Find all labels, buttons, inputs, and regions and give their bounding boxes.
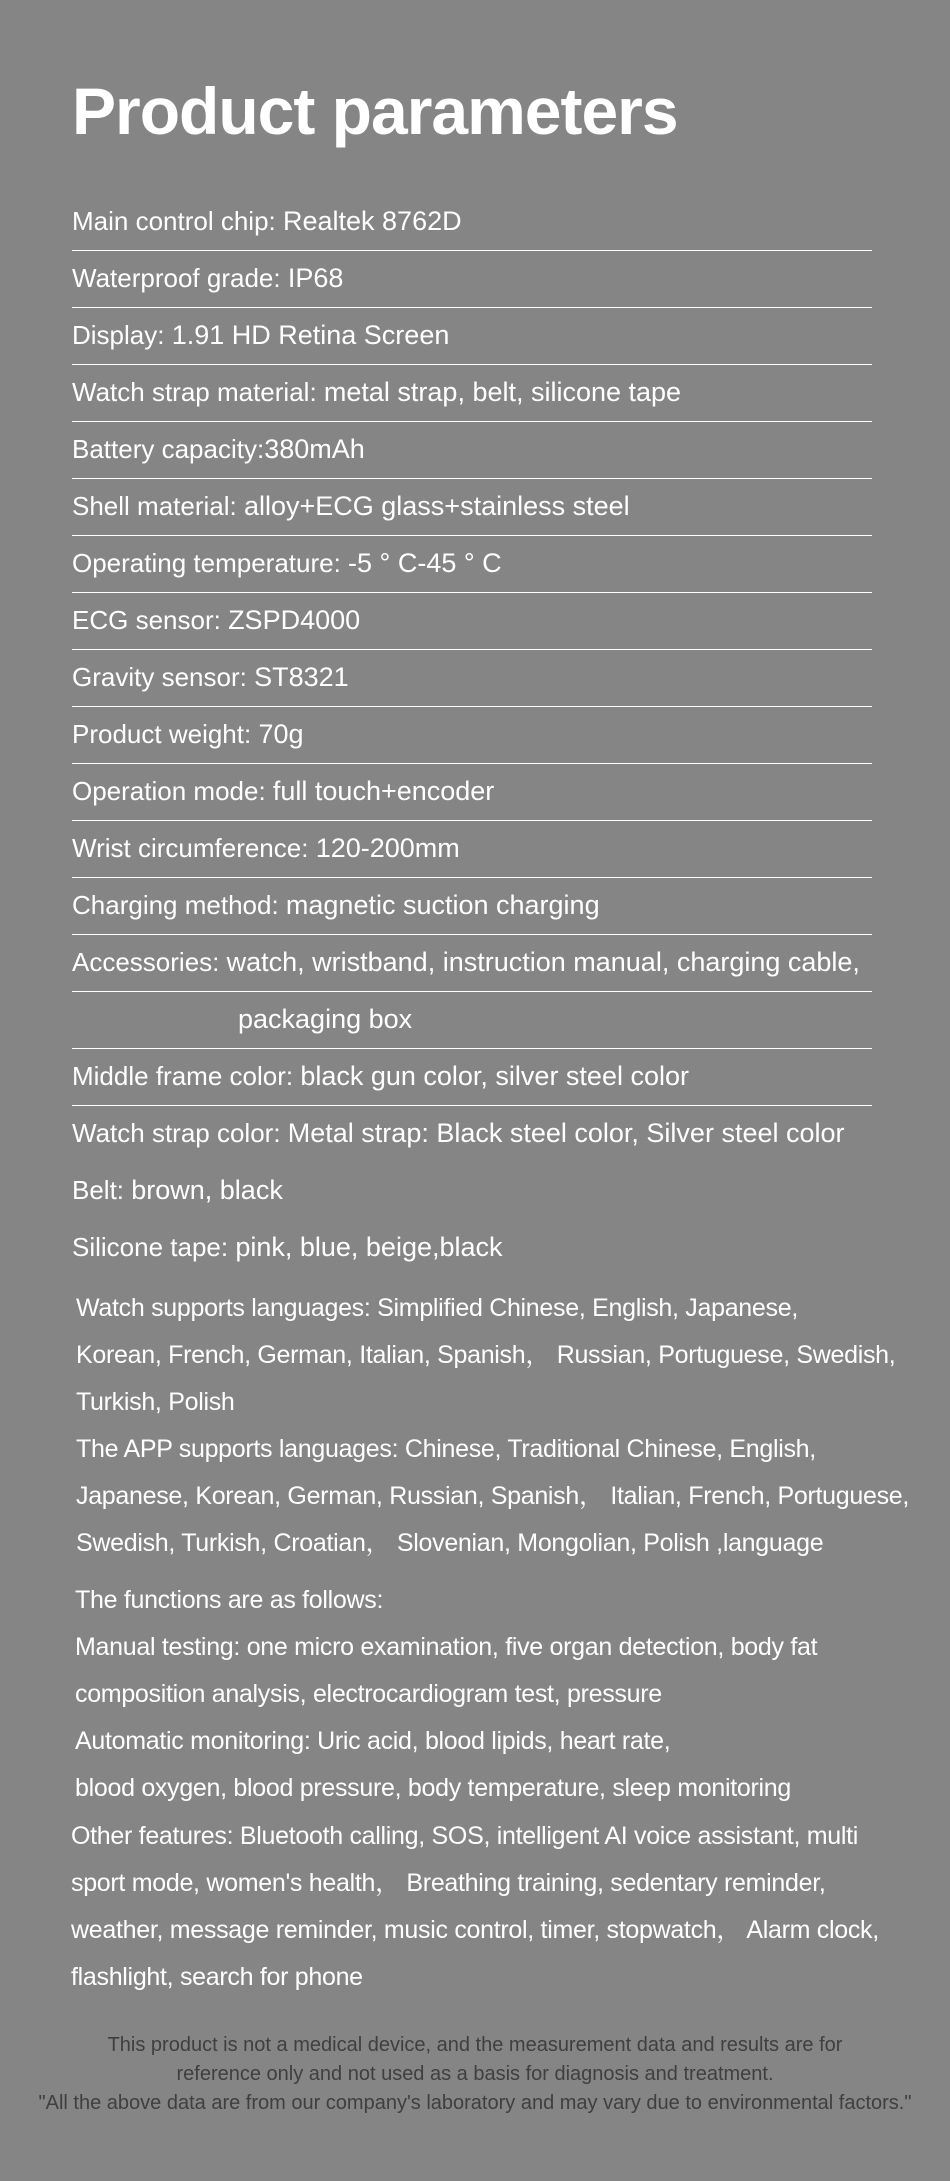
other-features-line: sport mode, women's health， Breathing training, sedentary reminder, (71, 1869, 826, 1897)
param-value: ZSPD4000 (228, 605, 361, 635)
param-label: Waterproof grade: (72, 263, 288, 293)
param-label: Charging method: (72, 890, 286, 920)
param-strap-color (72, 1105, 872, 1162)
param-value: ST8321 (254, 662, 349, 692)
param-value: Realtek 8762D (282, 206, 462, 236)
param-label: Belt: (72, 1175, 132, 1205)
param-label: Main control chip: (72, 206, 283, 236)
functions-intro: The functions are as follows: (75, 1586, 384, 1614)
other-features-line: flashlight, search for phone (71, 1963, 363, 1991)
param-label: Operation mode: (72, 776, 273, 806)
param-label: Watch strap color: (72, 1118, 288, 1148)
param-label: Accessories: (72, 947, 227, 977)
param-label: Operating temperature: (72, 548, 349, 578)
automatic-monitoring-line: Automatic monitoring: Uric acid, blood lipids, heart rate, (75, 1727, 671, 1755)
param-label: Wrist circumference: (72, 833, 316, 863)
watch-languages-line: Watch supports languages: Simplified Chinese, English, Japanese, (76, 1294, 798, 1322)
param-label: Product weight: (72, 719, 259, 749)
param-shell-material (72, 478, 872, 536)
param-ecg-sensor (72, 592, 872, 650)
param-charging-method (72, 877, 872, 935)
param-waterproof-grade (72, 250, 872, 308)
param-value: IP68 (287, 263, 344, 293)
automatic-monitoring-line: blood oxygen, blood pressure, body temperature, sleep monitoring (75, 1774, 791, 1802)
param-label: Gravity sensor: (72, 662, 255, 692)
param-label: Battery capacity: (72, 434, 265, 464)
app-languages-line: The APP supports languages: Chinese, Traditional Chinese, English, (76, 1435, 816, 1463)
param-strap-material (72, 364, 872, 422)
param-label: Display: (72, 320, 172, 350)
param-value: 120-200mm (315, 833, 460, 863)
page-title: Product parameters (72, 74, 678, 148)
app-languages-line: Swedish, Turkish, Croatian， Slovenian, Mongolian, Polish ,language (76, 1529, 824, 1557)
watch-languages-line: Turkish, Polish (76, 1388, 235, 1416)
manual-testing-line: Manual testing: one micro examination, five organ detection, body fat (75, 1633, 818, 1661)
param-value: full touch+encoder (272, 776, 495, 806)
param-value: 1.91 HD Retina Screen (171, 320, 450, 350)
param-label: Watch strap material: (72, 377, 324, 407)
param-operating-temperature (72, 535, 872, 593)
param-silicone-tape-color (72, 1219, 872, 1276)
param-label: Shell material: (72, 491, 244, 521)
param-product-weight (72, 706, 872, 764)
param-value: metal strap, belt, silicone tape (323, 377, 682, 407)
manual-testing-line: composition analysis, electrocardiogram test, pressure (75, 1680, 662, 1708)
param-wrist-circumference (72, 820, 872, 878)
param-label: ECG sensor: (72, 605, 229, 635)
param-label: Silicone tape: (72, 1232, 236, 1262)
param-value: 380mAh (264, 434, 365, 464)
param-label: Middle frame color: (72, 1061, 301, 1091)
disclaimer (0, 2031, 950, 2118)
param-value: alloy+ECG glass+stainless steel (243, 491, 630, 521)
param-display (72, 307, 872, 365)
disclaimer-line: reference only and not used as a basis for diagnosis and treatment. (176, 2063, 774, 2085)
param-value: 70g (258, 719, 304, 749)
param-belt-color (72, 1162, 872, 1219)
other-features-line: weather, message reminder, music control, timer, stopwatch， Alarm clock, (71, 1916, 879, 1944)
param-value: Metal strap: Black steel color, Silver steel color (287, 1118, 845, 1148)
param-value: packaging box (238, 1004, 413, 1034)
disclaimer-line: This product is not a medical device, and the measurement data and results are for (107, 2034, 843, 2056)
param-value: pink, blue, beige,black (235, 1232, 503, 1262)
watch-languages-line: Korean, French, German, Italian, Spanish， Russian, Portuguese, Swedish, (76, 1341, 896, 1369)
app-languages-line: Japanese, Korean, German, Russian, Spanish， Italian, French, Portuguese, (76, 1482, 910, 1510)
param-value: watch, wristband, instruction manual, charging cable, (226, 947, 860, 977)
param-value: -5 ° C-45 ° C (348, 548, 502, 578)
param-value: black gun color, silver steel color (300, 1061, 689, 1091)
param-battery-capacity (72, 421, 872, 479)
param-operation-mode (72, 763, 872, 821)
param-accessories (72, 934, 872, 992)
disclaimer-line: "All the above data are from our company's laboratory and may vary due to environmental factors." (38, 2092, 912, 2114)
param-main-control-chip (72, 193, 872, 251)
param-gravity-sensor (72, 649, 872, 707)
param-value: brown, black (131, 1175, 283, 1205)
param-value: magnetic suction charging (285, 890, 600, 920)
param-middle-frame-color (72, 1048, 872, 1106)
param-accessories-continued (72, 991, 872, 1049)
other-features-line: Other features: Bluetooth calling, SOS, intelligent AI voice assistant, multi (71, 1822, 859, 1850)
